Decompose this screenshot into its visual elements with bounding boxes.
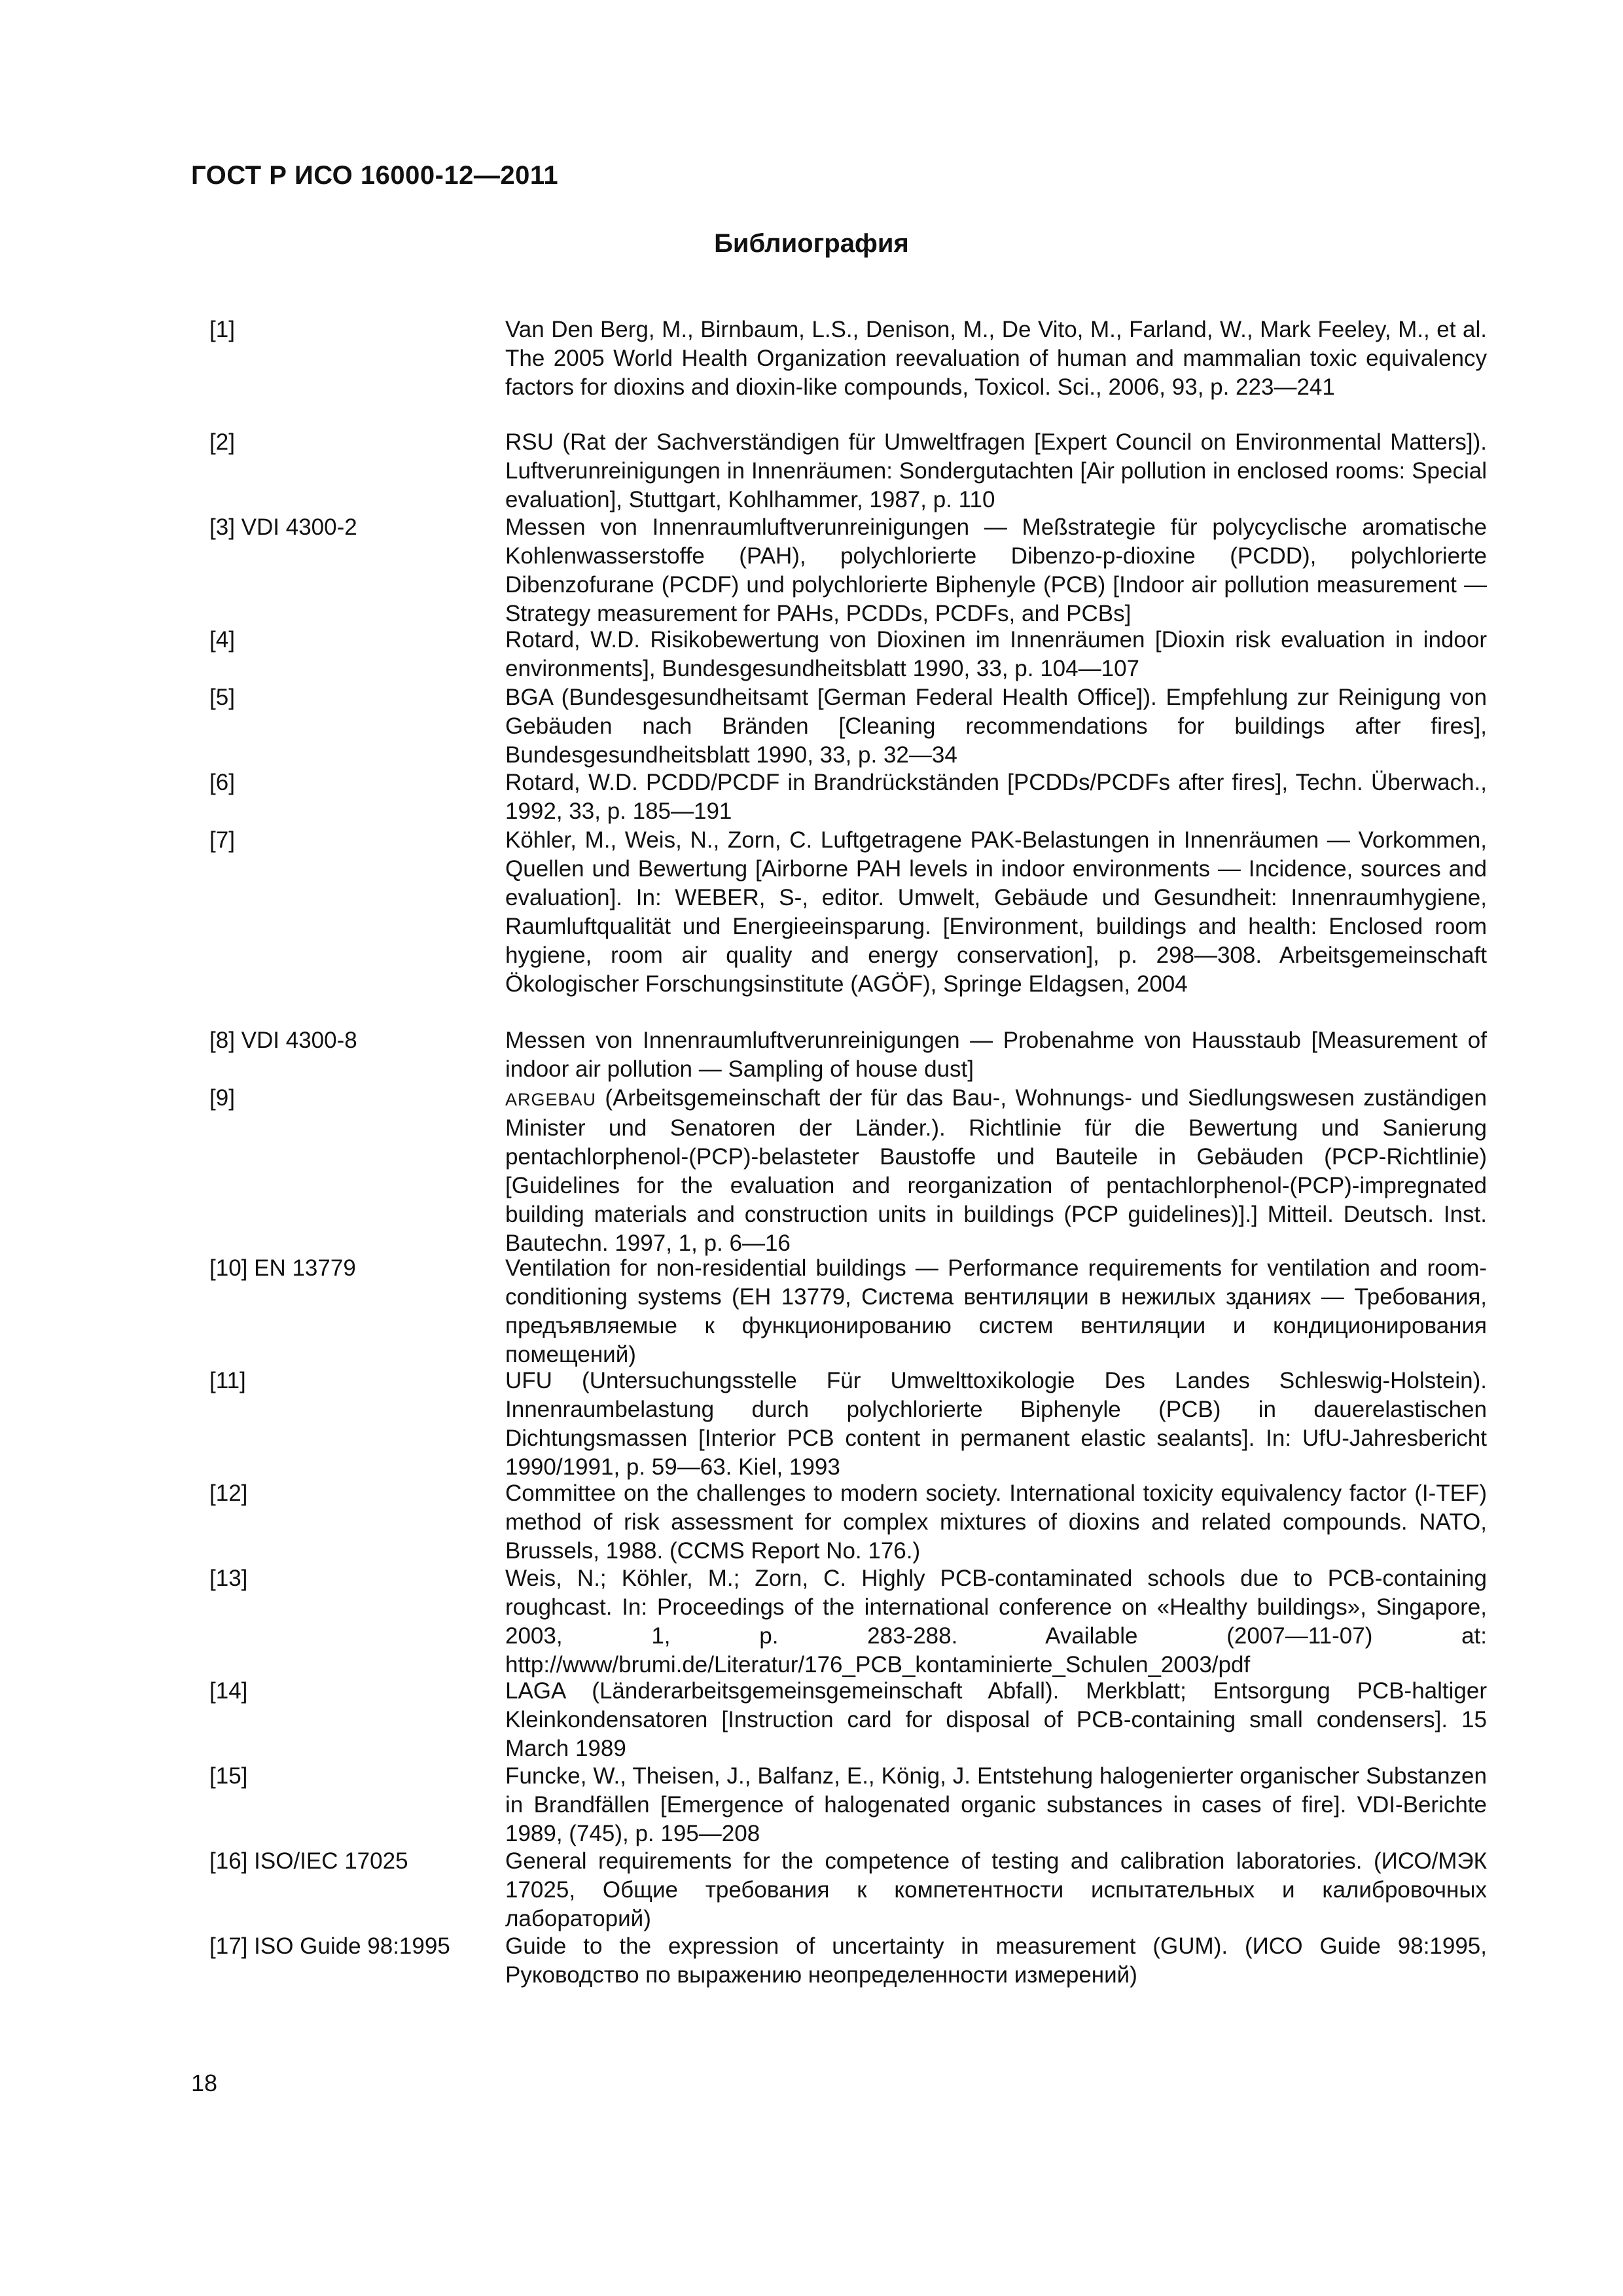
entry-text: Messen von Innenraumluftverunreinigungen — Meßstrategie für polycyclische aromatische Kohlenwasserstoffe (PAH), polychlorierte Dibenzo-p-dioxine (PCDD), polychlorierte Dibenzofurane (PCDF) und polychlorierte Biphenyle (PCB) [Indoor air pollution measurement — Strategy measurement for PAHs, PCDDs, PCDFs, and PCBs]	[505, 514, 1487, 626]
entry-reference	[209, 1762, 505, 1791]
entry-reference	[209, 1026, 505, 1055]
entry-number: [1]	[209, 317, 235, 342]
bibliography-entry-11	[209, 1367, 1487, 1479]
entry-standard: ISO/IEC 17025	[254, 1848, 408, 1874]
entry-reference	[209, 826, 505, 855]
entry-reference	[209, 1084, 505, 1113]
entry-number: [13]	[209, 1566, 248, 1591]
entry-reference	[209, 1254, 505, 1283]
entry-number: [9]	[209, 1085, 235, 1111]
page-number: 18	[191, 2070, 218, 2096]
entry-text: RSU (Rat der Sachverständigen für Umweltfragen [Expert Council on Environmental Matters]). Luftverunreinigungen in Innenräumen: Sondergutachten [Air pollution in enclosed rooms: Special evaluation], Stuttgart, Kohlhammer, 1987, p. 110	[505, 429, 1487, 512]
entry-number: [2]	[209, 429, 235, 455]
bibliography-entry-7	[209, 826, 1487, 1026]
entry-number: [3]	[209, 514, 235, 540]
entry-text: UFU (Untersuchungsstelle Für Umwelttoxikologie Des Landes Schleswig-Holstein). Innenraumbelastung durch polychlorierte Biphenyle (PCB) in dauerelastischen Dichtungsmassen [Interior PCB content in permanent elastic sealants]. In: UfU-Jahresbericht 1990/1991, p. 59—63. Kiel, 1993	[505, 1368, 1487, 1480]
bibliography-entry-10	[209, 1254, 1487, 1367]
bibliography-entry-13	[209, 1564, 1487, 1677]
document-code-header: ГОСТ Р ИСО 16000-12—2011	[191, 161, 559, 190]
entry-number: [11]	[209, 1368, 246, 1393]
entry-text: Committee on the challenges to modern society. International toxicity equivalency factor (I-TEF) method of risk assessment for complex mixtures of dioxins and related compounds. NATO, Brussels, 1988. (CCMS Report No. 176.)	[505, 1480, 1487, 1564]
entry-standard: VDI 4300-8	[241, 1028, 357, 1053]
entry-text: Van Den Berg, M., Birnbaum, L.S., Denison, M., De Vito, M., Farland, W., Mark Feeley, M., et al. The 2005 World Health Organization reevaluation of human and mammalian toxic equivalency factors for dioxins and dioxin-like compounds, Toxicol. Sci., 2006, 93, p. 223—241	[505, 317, 1487, 400]
bibliography-entry-15	[209, 1762, 1487, 1847]
entry-reference	[209, 513, 505, 542]
entry-number: [6]	[209, 770, 235, 795]
entry-standard: ISO Guide 98:1995	[254, 1933, 450, 1959]
entry-text: Messen von Innenraumluftverunreinigungen — Probenahme von Hausstaub [Measurement of indoor air pollution — Sampling of house dust]	[505, 1028, 1487, 1082]
entry-reference	[209, 1479, 505, 1508]
entry-text: Guide to the expression of uncertainty in measurement (GUM). (ИСО Guide 98:1995, Руководство по выражению неопределенности измерений)	[505, 1933, 1487, 1988]
entry-text: LAGA (Länderarbeitsgemeinsgemeinschaft Abfall). Merkblatt; Entsorgung PCB-haltiger Kleinkondensatoren [Instruction card for disposal of PCB-containing small condensers]. 15 March 1989	[505, 1678, 1487, 1761]
entry-organization-smallcaps: ARGEBAU	[505, 1090, 597, 1109]
bibliography-entry-12	[209, 1479, 1487, 1564]
bibliography-entry-17	[209, 1932, 1487, 1990]
entry-reference	[209, 1677, 505, 1706]
entry-reference	[209, 1847, 505, 1876]
entry-number: [16]	[209, 1848, 248, 1874]
entry-number: [5]	[209, 685, 235, 710]
entry-reference	[209, 1367, 505, 1395]
entry-reference	[209, 768, 505, 797]
bibliography-entry-14	[209, 1677, 1487, 1762]
entry-number: [15]	[209, 1763, 248, 1789]
bibliography-entry-2	[209, 428, 1487, 513]
bibliography-entry-9	[209, 1084, 1487, 1254]
entry-text: Funcke, W., Theisen, J., Balfanz, E., König, J. Entstehung halogenierter organischer Substanzen in Brandfällen [Emergence of halogenated organic substances in cases of fire]. VDI-Berichte 1989, (745), p. 195—208	[505, 1763, 1487, 1846]
entry-number: [8]	[209, 1028, 235, 1053]
entry-number: [10]	[209, 1255, 248, 1281]
bibliography-entry-3	[209, 513, 1487, 626]
bibliography-entry-4	[209, 626, 1487, 683]
bibliography-entry-5	[209, 683, 1487, 768]
entry-number: [12]	[209, 1480, 248, 1506]
entry-reference	[209, 626, 505, 655]
entry-text: Weis, N.; Köhler, M.; Zorn, C. Highly PCB-contaminated schools due to PCB-containing roughcast. In: Proceedings of the international conference on «Healthy buildings», Singapore, 2003, 1, p. 283-288. Available (2007—11-07) at: http://www/brumi.de/Literatur/176_PCB_kontaminierte_Schulen_2003/pdf	[505, 1566, 1487, 1677]
entry-text: Ventilation for non-residential buildings — Performance requirements for ventilation and room-conditioning systems (ЕН 13779, Система вентиляции в нежилых зданиях — Требования, предъявляемые к функционированию систем вентиляции и кондиционирования помещений)	[505, 1255, 1487, 1367]
entry-text: Rotard, W.D. PCDD/PCDF in Brandrückständen [PCDDs/PCDFs after fires], Techn. Überwach., 1992, 33, p. 185—191	[505, 770, 1487, 824]
entry-number: [7]	[209, 827, 235, 853]
entry-reference	[209, 1932, 505, 1961]
entry-text	[505, 1084, 1487, 1258]
entry-text-rest: (Arbeitsgemeinschaft der für das Bau-, Wohnungs- und Siedlungswesen zuständigen Minister und Senatoren der Länder.). Richtlinie für die Bewertung und Sanierung pentachlorphenol-(PCP)-belasteter Baustoffe und Bauteile in Gebäuden (PCP-Richtlinie) [Guidelines for the evaluation and reorganization of pentachlorphenol-(PCP)-impregnated building materials and construction units in buildings (PCP guidelines)].] Mitteil. Deutsch. Inst. Bautechn. 1997, 1, p. 6—16	[505, 1085, 1487, 1256]
bibliography-title: Библиография	[714, 229, 909, 258]
entry-reference	[209, 1564, 505, 1593]
entry-text: General requirements for the competence of testing and calibration laboratories. (ИСО/МЭК 17025, Общие требования к компетентности испытательных и калибровочных лабораторий)	[505, 1848, 1487, 1931]
entry-number: [17]	[209, 1933, 248, 1959]
entry-standard: VDI 4300-2	[241, 514, 357, 540]
entry-reference	[209, 315, 505, 344]
entry-standard: EN 13779	[254, 1255, 356, 1281]
entry-reference	[209, 683, 505, 712]
bibliography-list	[209, 315, 1487, 1990]
bibliography-entry-16	[209, 1847, 1487, 1932]
entry-text: Rotard, W.D. Risikobewertung von Dioxinen im Innenräumen [Dioxin risk evaluation in indoor environments], Bundesgesundheitsblatt 1990, 33, p. 104—107	[505, 627, 1487, 681]
bibliography-entry-8	[209, 1026, 1487, 1084]
entry-reference	[209, 428, 505, 457]
bibliography-entry-1	[209, 315, 1487, 428]
entry-number: [14]	[209, 1678, 248, 1704]
entry-text: Köhler, M., Weis, N., Zorn, C. Luftgetragene PAK-Belastungen in Innenräumen — Vorkommen, Quellen und Bewertung [Airborne PAH levels in indoor environments — Incidence, sources and evaluation]. In: WEBER, S-, editor. Umwelt, Gebäude und Gesundheit: Innenraumhygiene, Raumluftqualität und Energieeinsparung. [Environment, buildings and health: Enclosed room hygiene, room air quality and energy conservation], p. 298—308. Arbeitsgemeinschaft Ökologischer Forschungsinstitute (AGÖF), Springe Eldagsen, 2004	[505, 827, 1487, 997]
entry-number: [4]	[209, 627, 235, 653]
entry-text: BGA (Bundesgesundheitsamt [German Federal Health Office]). Empfehlung zur Reinigung von Gebäuden nach Bränden [Cleaning recommendations for buildings after fires], Bundesgesundheitsblatt 1990, 33, p. 32—34	[505, 685, 1487, 768]
bibliography-entry-6	[209, 768, 1487, 826]
